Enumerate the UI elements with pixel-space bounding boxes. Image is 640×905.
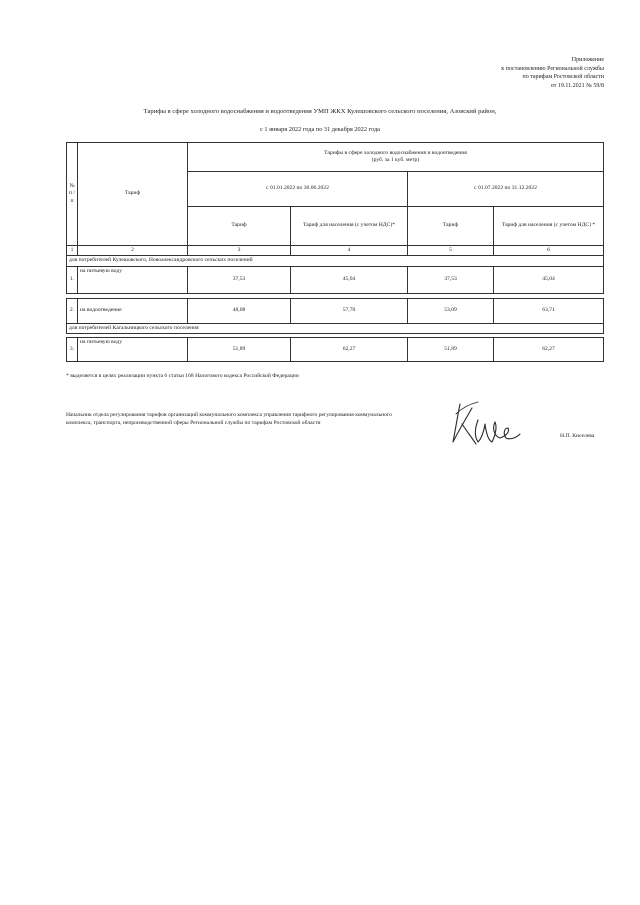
- cell-value: 48,08: [188, 298, 291, 323]
- row-name: на питьевую воду: [78, 266, 188, 293]
- sub-header-tariff: Тариф: [188, 207, 291, 246]
- group-header-line: Тарифы в сфере холодного водоснабжения и водоотведения: [324, 149, 467, 156]
- handwritten-signature: [448, 398, 522, 450]
- sub-header-population: Тариф для населения (с учетом НДС) *: [494, 207, 604, 246]
- period1-header: с 01.01.2022 по 30.06.2022: [188, 172, 408, 207]
- row-number: 1.: [67, 266, 78, 293]
- appendix-line: по тарифам Ростовской области: [522, 74, 604, 80]
- cell-value: 62,27: [494, 337, 604, 361]
- document-period: с 1 января 2022 года по 31 декабря 2022 года: [260, 126, 380, 133]
- sub-header-tariff: Тариф: [408, 207, 494, 246]
- cell-value: 57,70: [291, 298, 408, 323]
- cell-value: 45,04: [494, 266, 604, 293]
- cell-value: 37,53: [408, 266, 494, 293]
- cell-value: 62,27: [291, 337, 408, 361]
- row-name: на питьевую воду: [78, 337, 188, 361]
- group-header-unit: (руб. за 1 куб. метр): [371, 157, 420, 163]
- signature-stroke: [453, 404, 520, 444]
- footnote: * выделяется в целях реализации пункта 6 статьи 168 Налогового кодекса Российской Федерации: [66, 373, 299, 379]
- col-number: 4: [291, 246, 408, 256]
- cell-value: 45,04: [291, 266, 408, 293]
- signer-name: Н.П. Киселева: [560, 433, 595, 439]
- cell-value: 51,89: [408, 337, 494, 361]
- sub-header-population: Тариф для населения (с учетом НДС)*: [291, 207, 408, 246]
- section-header: для потребителей Кагальницкого сельского поселения: [67, 323, 604, 333]
- cell-value: 63,71: [494, 298, 604, 323]
- period2-header: с 01.07.2022 по 31.12.2022: [408, 172, 604, 207]
- appendix-line: Приложение: [571, 57, 604, 63]
- appendix-line: к постановлению Региональной службы: [501, 65, 604, 72]
- col-tariff-header: Тариф: [78, 143, 188, 246]
- col-num-header: № п /п: [67, 143, 78, 246]
- col-number: 6: [494, 246, 604, 256]
- row-number: 2.: [67, 298, 78, 323]
- appendix-line: от 19.11.2021 № 59/8: [550, 82, 604, 89]
- col-number: 2: [78, 246, 188, 256]
- cell-value: 53,09: [408, 298, 494, 323]
- row-number: 3.: [67, 337, 78, 361]
- document-title: Тарифы в сфере холодного водоснабжения и водоотведения УМП ЖКХ Кулешовского сельского поселения, Азовский район,: [143, 108, 497, 115]
- cell-value: 51,89: [188, 337, 291, 361]
- col-number: 5: [408, 246, 494, 256]
- row-name: на водоотведение: [78, 298, 188, 323]
- col-number: 3: [188, 246, 291, 256]
- appendix-block: [501, 56, 604, 90]
- cell-value: 37,53: [188, 266, 291, 293]
- group-header: [188, 143, 604, 172]
- col-number: 1: [67, 246, 78, 256]
- signer-position: Начальник отдела регулирования тарифов организаций коммунального комплекса управления тарифного регулирования коммунального комплекса, транспорта, непроизводственной сферы Региональной службы по тарифам Ростовской области: [66, 412, 392, 426]
- tariff-table: [66, 142, 604, 362]
- section-header: для потребителей Кулешовского, Новоалександровского сельских поселений: [67, 256, 604, 266]
